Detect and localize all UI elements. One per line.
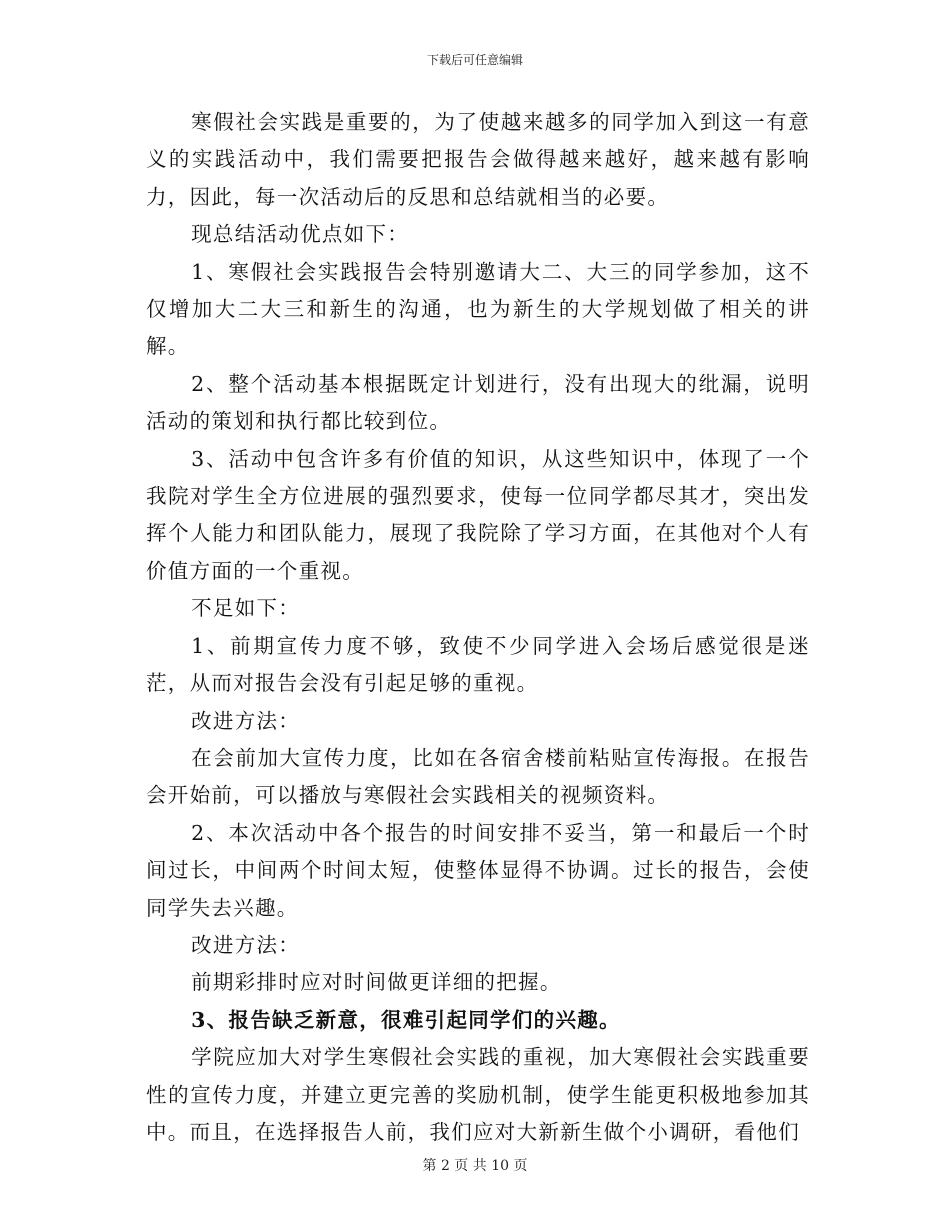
paragraph-weakness-2: 2、本次活动中各个报告的时间安排不妥当，第一和最后一个时间过长，中间两个时间太短，使整体显得不协调。过长的报告，会使同学失去兴趣。 (146, 820, 810, 920)
document-body (146, 104, 810, 1151)
paragraph-weaknesses-heading: 不足如下： (191, 596, 301, 621)
paragraph-strength-2: 2、整个活动基本根据既定计划进行，没有出现大的纰漏，说明活动的策划和执行都比较到位。 (146, 371, 810, 434)
paragraph-strength-3: 3、活动中包含许多有价值的知识，从这些知识中，体现了一个我院对学生全方位进展的强烈要求，使每一位同学都尽其才，突出发挥个人能力和团队能力，展现了我院除了学习方面，在其他对个人有价值方面的一个重视。 (146, 446, 810, 583)
paragraph-improvement-2: 前期彩排时应对时间做更详细的把握。 (191, 970, 562, 995)
page-footer: 第 2 页 共 10 页 (422, 1158, 528, 1174)
paragraph-intro: 寒假社会实践是重要的，为了使越来越多的同学加入到这一有意义的实践活动中，我们需要把报告会做得越来越好，越来越有影响力，因此，每一次活动后的反思和总结就相当的必要。 (146, 110, 810, 209)
paragraph-weakness-1: 1、前期宣传力度不够，致使不少同学进入会场后感觉很是迷茫，从而对报告会没有引起足够的重视。 (146, 633, 810, 696)
paragraph-improvement-3: 学院应加大对学生寒假社会实践的重视，加大寒假社会实践重要性的宣传力度，并建立更完善的奖励机制，使学生能更积极地参加其中。而且，在选择报告人前，我们应对大新新生做个小调研，看他们 (146, 1045, 810, 1144)
paragraph-improvement-heading-1: 改进方法： (191, 708, 301, 733)
paragraph-improvement-heading-2: 改进方法： (191, 932, 301, 957)
paragraph-strengths-heading: 现总结活动优点如下： (191, 222, 410, 247)
paragraph-strength-1: 1、寒假社会实践报告会特别邀请大二、大三的同学参加，这不仅增加大二大三和新生的沟通，也为新生的大学规划做了相关的讲解。 (146, 259, 810, 359)
paragraph-weakness-3: 3、报告缺乏新意，很难引起同学们的兴趣。 (191, 1007, 621, 1032)
paragraph-improvement-1: 在会前加大宣传力度，比如在各宿舍楼前粘贴宣传海报。在报告会开始前，可以播放与寒假社会实践相关的视频资料。 (146, 745, 810, 808)
page-header: 下载后可任意编辑 (426, 53, 523, 67)
